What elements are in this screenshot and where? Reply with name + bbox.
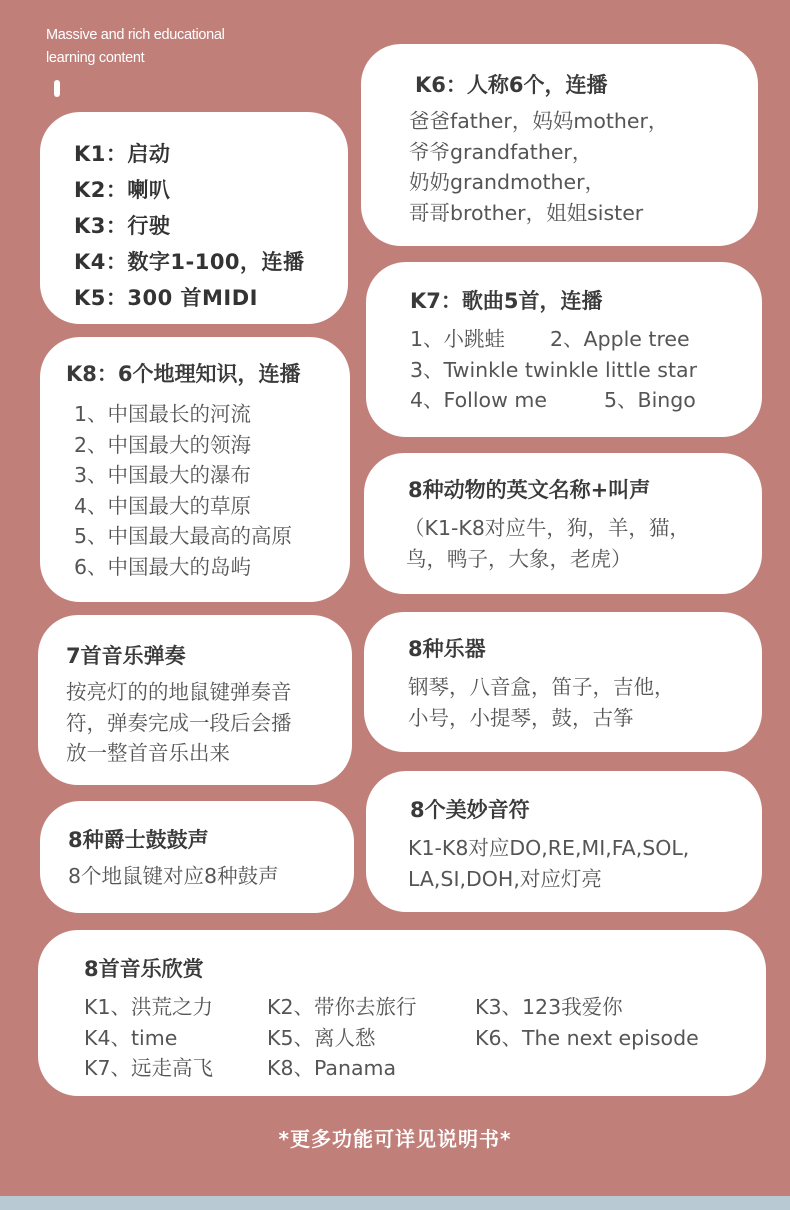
card-k6-line-1: 爸爸father，妈妈mother， [409,109,669,133]
card-music-play-line-1: 按亮灯的的地鼠键弹奏音 [66,680,292,704]
card-k7-item-1: 1、小跳蛙 [410,327,506,351]
appreciation-item-k3: K3、123我爱你 [475,995,623,1019]
appreciation-item-k1: K1、洪荒之力 [84,995,213,1019]
card-jazz-drums-title: 8种爵士鼓鼓声 [68,828,209,852]
card-notes-line-2: LA,SI,DOH,对应灯亮 [408,866,602,891]
tagline-line-2: learning content [46,50,145,66]
card-animals-title: 8种动物的英文名称+叫声 [408,478,651,502]
card-music-appreciation-title: 8首音乐欣赏 [84,957,204,981]
card-k7-item-3: 3、Twinkle twinkle little star [410,357,698,382]
appreciation-item-k5: K5、离人愁 [267,1025,376,1050]
card-k7-item-4: 4、Follow me [410,388,547,412]
card-instruments-title: 8种乐器 [408,637,486,661]
appreciation-item-k4: K4、time [84,1025,178,1050]
appreciation-item-k7: K7、远走高飞 [84,1056,213,1080]
card-instruments-line-2: 小号，小提琴，鼓，古筝 [408,705,634,730]
tagline-line-1: Massive and rich educational [46,27,225,43]
k4-line: K4：数字1-100，连播 [74,250,305,274]
card-k8-line-2: 2、中国最大的领海 [74,432,252,457]
card-notes-line-1: K1-K8对应DO,RE,MI,FA,SOL, [408,836,690,860]
k1-line: K1：启动 [74,142,171,166]
card-k6-title: K6：人称6个，连播 [415,73,608,97]
card-k6-line-2: 爷爷grandfather， [409,139,593,164]
card-k8 [40,337,350,602]
header-accent-bar [54,80,60,97]
card-k8-line-1: 1、中国最长的河流 [74,402,252,426]
card-k1-k5 [40,112,348,324]
card-k6-line-4: 哥哥brother，姐姐sister [409,200,644,225]
card-notes [366,771,762,912]
card-music-play-title: 7首音乐弹奏 [66,644,186,668]
card-notes-title: 8个美妙音符 [410,798,530,822]
card-k6 [361,44,758,246]
bottom-strip [0,1196,790,1210]
card-k7-item-5: 5、Bingo [604,388,696,412]
card-k8-line-4: 4、中国最大的草原 [74,493,252,518]
card-jazz-drums [40,801,354,913]
appreciation-item-k2: K2、带你去旅行 [267,995,417,1019]
card-k8-line-3: 3、中国最大的瀑布 [74,463,252,487]
card-instruments [364,612,762,752]
card-k8-title: K8：6个地理知识，连播 [66,362,301,386]
footer-note: *更多功能可详见说明书* [278,1127,512,1151]
appreciation-item-k8: K8、Panama [267,1056,397,1080]
appreciation-item-k6: K6、The next episode [475,1025,699,1050]
card-music-play-line-3: 放一整首音乐出来 [66,741,230,765]
card-k7-title: K7：歌曲5首，连播 [410,289,603,313]
card-k8-line-5: 5、中国最大最高的高原 [74,524,293,548]
k3-line: K3：行驶 [74,214,171,238]
card-music-play-line-2: 符，弹奏完成一段后会播 [66,710,292,735]
card-k6-line-3: 奶奶grandmother， [409,170,606,194]
card-music-appreciation [38,930,766,1096]
card-k8-line-6: 6、中国最大的岛屿 [74,554,252,579]
card-animals-line-2: 鸟，鸭子，大象，老虎） [406,546,632,571]
header-tagline [46,24,276,70]
card-k7 [366,262,762,437]
card-instruments-line-1: 钢琴，八音盒，笛子，吉他， [408,675,675,699]
card-music-play [38,615,352,785]
card-k7-item-2: 2、Apple tree [550,327,690,351]
card-animals [364,453,762,594]
card-animals-line-1: （K1-K8对应牛，狗，羊，猫， [404,516,690,540]
k2-line: K2：喇叭 [74,178,171,202]
card-jazz-drums-line-1: 8个地鼠键对应8种鼓声 [68,864,279,888]
k5-line: K5：300 首MIDI [74,286,258,310]
